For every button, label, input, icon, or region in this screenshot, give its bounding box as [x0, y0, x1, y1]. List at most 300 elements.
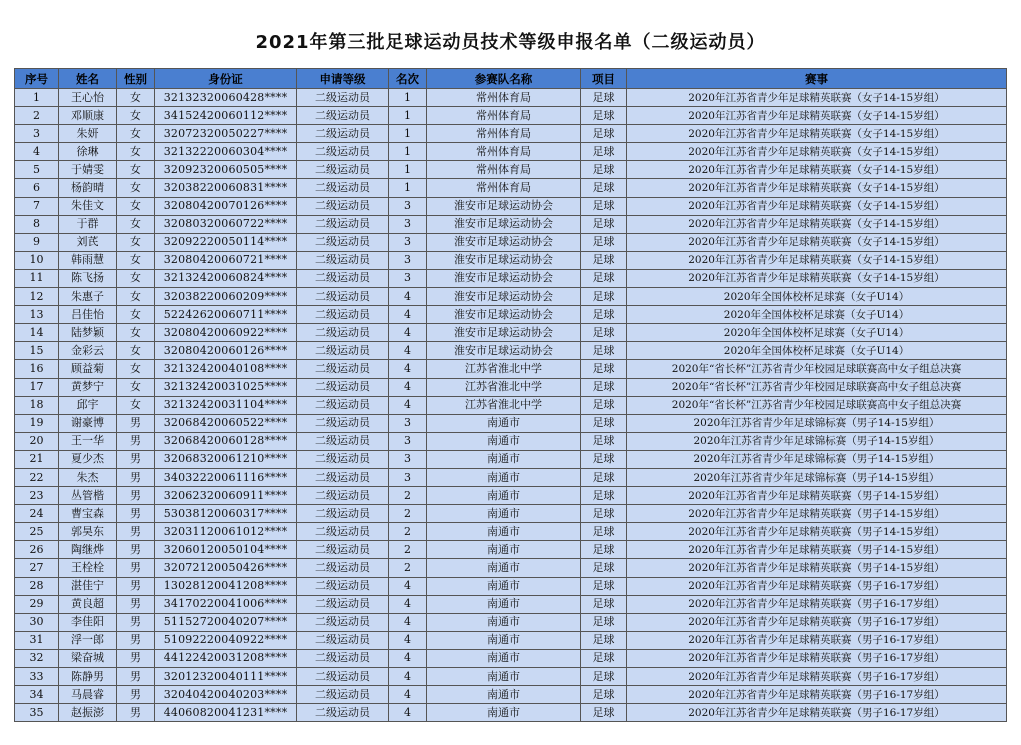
cell-rank: 1	[389, 161, 427, 179]
cell-rank: 4	[389, 306, 427, 324]
cell-event: 2020年江苏省青少年足球精英联赛（男子16-17岁组）	[627, 686, 1007, 704]
cell-gender: 男	[117, 523, 155, 541]
cell-sport: 足球	[581, 251, 627, 269]
cell-rank: 2	[389, 559, 427, 577]
cell-level: 二级运动员	[297, 143, 389, 161]
cell-index: 8	[15, 215, 59, 233]
cell-team: 南通市	[427, 450, 581, 468]
cell-name: 徐琳	[59, 143, 117, 161]
table-row	[15, 360, 1007, 378]
cell-gender: 女	[117, 197, 155, 215]
cell-level: 二级运动员	[297, 251, 389, 269]
cell-rank: 1	[389, 179, 427, 197]
cell-sport: 足球	[581, 432, 627, 450]
cell-event: 2020年江苏省青少年足球精英联赛（男子14-15岁组）	[627, 487, 1007, 505]
table-row	[15, 143, 1007, 161]
cell-name: 杨韵晴	[59, 179, 117, 197]
cell-gender: 男	[117, 595, 155, 613]
cell-sport: 足球	[581, 523, 627, 541]
cell-level: 二级运动员	[297, 649, 389, 667]
cell-index: 30	[15, 613, 59, 631]
cell-rank: 2	[389, 541, 427, 559]
cell-event: 2020年江苏省青少年足球精英联赛（女子14-15岁组）	[627, 125, 1007, 143]
cell-id-number: 32031120061012****	[155, 523, 297, 541]
cell-rank: 2	[389, 523, 427, 541]
cell-rank: 4	[389, 686, 427, 704]
cell-event: 2020年江苏省青少年足球精英联赛（男子16-17岁组）	[627, 668, 1007, 686]
table-row	[15, 487, 1007, 505]
cell-id-number: 32068420060522****	[155, 414, 297, 432]
cell-gender: 男	[117, 414, 155, 432]
cell-name: 金彩云	[59, 342, 117, 360]
cell-sport: 足球	[581, 704, 627, 722]
cell-team: 南通市	[427, 613, 581, 631]
table-row	[15, 631, 1007, 649]
cell-event: 2020年江苏省青少年足球精英联赛（女子14-15岁组）	[627, 89, 1007, 107]
cell-level: 二级运动员	[297, 269, 389, 287]
cell-gender: 女	[117, 378, 155, 396]
cell-index: 17	[15, 378, 59, 396]
cell-index: 4	[15, 143, 59, 161]
cell-sport: 足球	[581, 89, 627, 107]
cell-level: 二级运动员	[297, 161, 389, 179]
table-row	[15, 107, 1007, 125]
cell-event: 2020年“省长杯”江苏省青少年校园足球联赛高中女子组总决赛	[627, 378, 1007, 396]
cell-id-number: 51092220040922****	[155, 631, 297, 649]
cell-index: 29	[15, 595, 59, 613]
cell-name: 陆梦颖	[59, 324, 117, 342]
cell-id-number: 34170220041006****	[155, 595, 297, 613]
cell-team: 江苏省淮北中学	[427, 360, 581, 378]
cell-name: 梁奋城	[59, 649, 117, 667]
cell-id-number: 32132420060824****	[155, 269, 297, 287]
cell-level: 二级运动员	[297, 197, 389, 215]
cell-event: 2020年江苏省青少年足球精英联赛（女子14-15岁组）	[627, 269, 1007, 287]
cell-name: 于婧雯	[59, 161, 117, 179]
cell-sport: 足球	[581, 450, 627, 468]
cell-sport: 足球	[581, 125, 627, 143]
cell-rank: 4	[389, 378, 427, 396]
table-row	[15, 523, 1007, 541]
cell-team: 南通市	[427, 577, 581, 595]
cell-id-number: 32132420040108****	[155, 360, 297, 378]
cell-team: 南通市	[427, 505, 581, 523]
cell-rank: 4	[389, 342, 427, 360]
cell-level: 二级运动员	[297, 233, 389, 251]
cell-name: 黄梦宁	[59, 378, 117, 396]
cell-level: 二级运动员	[297, 324, 389, 342]
table-row	[15, 559, 1007, 577]
cell-team: 南通市	[427, 487, 581, 505]
cell-gender: 男	[117, 487, 155, 505]
table-row	[15, 577, 1007, 595]
cell-gender: 男	[117, 541, 155, 559]
cell-gender: 女	[117, 251, 155, 269]
cell-team: 南通市	[427, 414, 581, 432]
cell-rank: 2	[389, 487, 427, 505]
cell-gender: 女	[117, 324, 155, 342]
cell-id-number: 32092220050114****	[155, 233, 297, 251]
cell-sport: 足球	[581, 631, 627, 649]
cell-id-number: 32072120050426****	[155, 559, 297, 577]
cell-gender: 男	[117, 559, 155, 577]
cell-team: 江苏省淮北中学	[427, 396, 581, 414]
cell-index: 25	[15, 523, 59, 541]
cell-rank: 3	[389, 432, 427, 450]
cell-index: 11	[15, 269, 59, 287]
cell-gender: 男	[117, 704, 155, 722]
cell-sport: 足球	[581, 324, 627, 342]
cell-event: 2020年江苏省青少年足球精英联赛（男子14-15岁组）	[627, 541, 1007, 559]
table-row	[15, 378, 1007, 396]
cell-name: 陶继烨	[59, 541, 117, 559]
cell-team: 南通市	[427, 649, 581, 667]
cell-team: 南通市	[427, 468, 581, 486]
cell-id-number: 32080420070126****	[155, 197, 297, 215]
cell-gender: 男	[117, 468, 155, 486]
athlete-table	[14, 68, 1007, 722]
cell-team: 南通市	[427, 631, 581, 649]
cell-index: 34	[15, 686, 59, 704]
cell-index: 23	[15, 487, 59, 505]
cell-index: 32	[15, 649, 59, 667]
cell-name: 郭昊东	[59, 523, 117, 541]
table-row	[15, 668, 1007, 686]
cell-index: 16	[15, 360, 59, 378]
table-row	[15, 215, 1007, 233]
table-row	[15, 613, 1007, 631]
cell-level: 二级运动员	[297, 704, 389, 722]
cell-index: 15	[15, 342, 59, 360]
cell-sport: 足球	[581, 649, 627, 667]
cell-name: 曹宝森	[59, 505, 117, 523]
cell-name: 韩雨慧	[59, 251, 117, 269]
cell-gender: 女	[117, 161, 155, 179]
cell-rank: 2	[389, 505, 427, 523]
cell-team: 淮安市足球运动协会	[427, 324, 581, 342]
cell-level: 二级运动员	[297, 396, 389, 414]
cell-sport: 足球	[581, 559, 627, 577]
table-header-row	[15, 69, 1007, 89]
cell-team: 淮安市足球运动协会	[427, 306, 581, 324]
cell-sport: 足球	[581, 342, 627, 360]
cell-rank: 3	[389, 468, 427, 486]
cell-team: 南通市	[427, 523, 581, 541]
table-row	[15, 251, 1007, 269]
cell-rank: 3	[389, 450, 427, 468]
cell-level: 二级运动员	[297, 523, 389, 541]
table-row	[15, 704, 1007, 722]
cell-event: 2020年江苏省青少年足球精英联赛（男子16-17岁组）	[627, 631, 1007, 649]
cell-id-number: 32092320060505****	[155, 161, 297, 179]
cell-event: 2020年全国体校杯足球赛（女子U14）	[627, 324, 1007, 342]
cell-event: 2020年江苏省青少年足球锦标赛（男子14-15岁组）	[627, 414, 1007, 432]
cell-rank: 4	[389, 649, 427, 667]
cell-index: 3	[15, 125, 59, 143]
cell-team: 常州体育局	[427, 125, 581, 143]
cell-sport: 足球	[581, 197, 627, 215]
cell-index: 13	[15, 306, 59, 324]
cell-index: 9	[15, 233, 59, 251]
table-row	[15, 306, 1007, 324]
cell-gender: 男	[117, 631, 155, 649]
cell-team: 南通市	[427, 686, 581, 704]
cell-level: 二级运动员	[297, 215, 389, 233]
cell-sport: 足球	[581, 468, 627, 486]
cell-id-number: 32012320040111****	[155, 668, 297, 686]
cell-sport: 足球	[581, 613, 627, 631]
cell-level: 二级运动员	[297, 468, 389, 486]
cell-team: 南通市	[427, 704, 581, 722]
cell-id-number: 53038120060317****	[155, 505, 297, 523]
cell-id-number: 32080420060126****	[155, 342, 297, 360]
cell-event: 2020年江苏省青少年足球精英联赛（男子16-17岁组）	[627, 595, 1007, 613]
cell-rank: 4	[389, 360, 427, 378]
cell-team: 南通市	[427, 432, 581, 450]
cell-name: 黄良超	[59, 595, 117, 613]
cell-id-number: 44122420031208****	[155, 649, 297, 667]
header-level: 申请等级	[297, 69, 389, 89]
table-row	[15, 396, 1007, 414]
table-row	[15, 505, 1007, 523]
cell-index: 35	[15, 704, 59, 722]
cell-sport: 足球	[581, 487, 627, 505]
cell-name: 丛管楷	[59, 487, 117, 505]
cell-name: 刘芪	[59, 233, 117, 251]
cell-id-number: 44060820041231****	[155, 704, 297, 722]
cell-id-number: 13028120041208****	[155, 577, 297, 595]
cell-index: 10	[15, 251, 59, 269]
cell-event: 2020年全国体校杯足球赛（女子U14）	[627, 342, 1007, 360]
cell-id-number: 51152720040207****	[155, 613, 297, 631]
table-row	[15, 161, 1007, 179]
cell-index: 1	[15, 89, 59, 107]
cell-rank: 4	[389, 668, 427, 686]
cell-name: 朱杰	[59, 468, 117, 486]
cell-rank: 1	[389, 125, 427, 143]
cell-index: 14	[15, 324, 59, 342]
cell-name: 马晨睿	[59, 686, 117, 704]
cell-level: 二级运动员	[297, 631, 389, 649]
cell-index: 33	[15, 668, 59, 686]
cell-name: 朱佳文	[59, 197, 117, 215]
cell-id-number: 32132420031025****	[155, 378, 297, 396]
cell-level: 二级运动员	[297, 179, 389, 197]
header-name: 姓名	[59, 69, 117, 89]
cell-name: 李佳阳	[59, 613, 117, 631]
cell-gender: 女	[117, 143, 155, 161]
cell-name: 赵振澎	[59, 704, 117, 722]
cell-event: 2020年江苏省青少年足球精英联赛（女子14-15岁组）	[627, 107, 1007, 125]
cell-level: 二级运动员	[297, 125, 389, 143]
cell-sport: 足球	[581, 233, 627, 251]
cell-team: 南通市	[427, 559, 581, 577]
cell-team: 南通市	[427, 541, 581, 559]
cell-level: 二级运动员	[297, 577, 389, 595]
cell-name: 邱宇	[59, 396, 117, 414]
cell-index: 18	[15, 396, 59, 414]
cell-level: 二级运动员	[297, 414, 389, 432]
cell-gender: 女	[117, 215, 155, 233]
cell-event: 2020年江苏省青少年足球精英联赛（女子14-15岁组）	[627, 251, 1007, 269]
cell-level: 二级运动员	[297, 378, 389, 396]
cell-sport: 足球	[581, 396, 627, 414]
cell-gender: 女	[117, 306, 155, 324]
header-sport: 项目	[581, 69, 627, 89]
table-row	[15, 89, 1007, 107]
cell-event: 2020年江苏省青少年足球精英联赛（女子14-15岁组）	[627, 143, 1007, 161]
cell-rank: 3	[389, 251, 427, 269]
cell-rank: 4	[389, 577, 427, 595]
cell-id-number: 32132320060428****	[155, 89, 297, 107]
cell-sport: 足球	[581, 668, 627, 686]
cell-index: 7	[15, 197, 59, 215]
cell-rank: 3	[389, 414, 427, 432]
cell-id-number: 32062320060911****	[155, 487, 297, 505]
cell-id-number: 32132420031104****	[155, 396, 297, 414]
cell-team: 常州体育局	[427, 143, 581, 161]
cell-team: 淮安市足球运动协会	[427, 251, 581, 269]
cell-gender: 女	[117, 125, 155, 143]
cell-sport: 足球	[581, 360, 627, 378]
cell-id-number: 32080420060922****	[155, 324, 297, 342]
cell-index: 21	[15, 450, 59, 468]
cell-team: 常州体育局	[427, 179, 581, 197]
cell-sport: 足球	[581, 686, 627, 704]
cell-id-number: 34032220061116****	[155, 468, 297, 486]
cell-gender: 男	[117, 668, 155, 686]
cell-rank: 1	[389, 107, 427, 125]
cell-name: 谢豪博	[59, 414, 117, 432]
cell-gender: 男	[117, 577, 155, 595]
cell-level: 二级运动员	[297, 613, 389, 631]
cell-name: 朱妍	[59, 125, 117, 143]
cell-team: 常州体育局	[427, 161, 581, 179]
cell-sport: 足球	[581, 541, 627, 559]
cell-level: 二级运动员	[297, 450, 389, 468]
cell-sport: 足球	[581, 505, 627, 523]
cell-sport: 足球	[581, 306, 627, 324]
cell-gender: 女	[117, 396, 155, 414]
cell-event: 2020年江苏省青少年足球精英联赛（女子14-15岁组）	[627, 215, 1007, 233]
cell-gender: 男	[117, 649, 155, 667]
cell-team: 南通市	[427, 668, 581, 686]
cell-event: 2020年江苏省青少年足球精英联赛（男子14-15岁组）	[627, 505, 1007, 523]
cell-id-number: 32038220060831****	[155, 179, 297, 197]
cell-event: 2020年江苏省青少年足球精英联赛（男子14-15岁组）	[627, 523, 1007, 541]
cell-sport: 足球	[581, 143, 627, 161]
cell-level: 二级运动员	[297, 89, 389, 107]
table-row	[15, 686, 1007, 704]
cell-team: 淮安市足球运动协会	[427, 233, 581, 251]
cell-sport: 足球	[581, 577, 627, 595]
table-row	[15, 233, 1007, 251]
cell-level: 二级运动员	[297, 686, 389, 704]
cell-event: 2020年江苏省青少年足球精英联赛（女子14-15岁组）	[627, 233, 1007, 251]
cell-team: 常州体育局	[427, 89, 581, 107]
table-row	[15, 197, 1007, 215]
header-index: 序号	[15, 69, 59, 89]
cell-sport: 足球	[581, 215, 627, 233]
cell-gender: 男	[117, 505, 155, 523]
cell-name: 邓顺康	[59, 107, 117, 125]
table-row	[15, 324, 1007, 342]
table-row	[15, 269, 1007, 287]
cell-team: 淮安市足球运动协会	[427, 215, 581, 233]
cell-level: 二级运动员	[297, 487, 389, 505]
cell-event: 2020年江苏省青少年足球锦标赛（男子14-15岁组）	[627, 450, 1007, 468]
cell-sport: 足球	[581, 269, 627, 287]
table-row	[15, 649, 1007, 667]
cell-index: 31	[15, 631, 59, 649]
cell-name: 王心怡	[59, 89, 117, 107]
cell-index: 27	[15, 559, 59, 577]
table-row	[15, 288, 1007, 306]
cell-index: 19	[15, 414, 59, 432]
cell-event: 2020年江苏省青少年足球精英联赛（女子14-15岁组）	[627, 161, 1007, 179]
cell-id-number: 32068320061210****	[155, 450, 297, 468]
table-row	[15, 342, 1007, 360]
cell-level: 二级运动员	[297, 668, 389, 686]
cell-team: 江苏省淮北中学	[427, 378, 581, 396]
cell-name: 夏少杰	[59, 450, 117, 468]
cell-id-number: 34152420060112****	[155, 107, 297, 125]
cell-gender: 男	[117, 432, 155, 450]
table-row	[15, 595, 1007, 613]
cell-level: 二级运动员	[297, 288, 389, 306]
cell-index: 6	[15, 179, 59, 197]
cell-event: 2020年江苏省青少年足球精英联赛（男子16-17岁组）	[627, 577, 1007, 595]
cell-sport: 足球	[581, 288, 627, 306]
cell-name: 浮一郎	[59, 631, 117, 649]
cell-gender: 女	[117, 179, 155, 197]
cell-index: 5	[15, 161, 59, 179]
cell-gender: 女	[117, 107, 155, 125]
header-id-number: 身份证	[155, 69, 297, 89]
cell-event: 2020年江苏省青少年足球精英联赛（男子16-17岁组）	[627, 613, 1007, 631]
cell-index: 24	[15, 505, 59, 523]
cell-rank: 3	[389, 215, 427, 233]
cell-index: 26	[15, 541, 59, 559]
cell-team: 淮安市足球运动协会	[427, 288, 581, 306]
cell-gender: 女	[117, 269, 155, 287]
cell-rank: 1	[389, 143, 427, 161]
cell-name: 陈飞扬	[59, 269, 117, 287]
cell-rank: 3	[389, 233, 427, 251]
cell-id-number: 32038220060209****	[155, 288, 297, 306]
cell-event: 2020年江苏省青少年足球锦标赛（男子14-15岁组）	[627, 432, 1007, 450]
cell-name: 湛佳宁	[59, 577, 117, 595]
cell-rank: 3	[389, 197, 427, 215]
cell-index: 2	[15, 107, 59, 125]
cell-event: 2020年江苏省青少年足球锦标赛（男子14-15岁组）	[627, 468, 1007, 486]
cell-sport: 足球	[581, 378, 627, 396]
cell-index: 22	[15, 468, 59, 486]
cell-event: 2020年全国体校杯足球赛（女子U14）	[627, 306, 1007, 324]
cell-id-number: 32072320050227****	[155, 125, 297, 143]
cell-rank: 1	[389, 89, 427, 107]
cell-name: 吕佳怡	[59, 306, 117, 324]
cell-id-number: 32068420060128****	[155, 432, 297, 450]
cell-rank: 3	[389, 269, 427, 287]
cell-rank: 4	[389, 704, 427, 722]
header-team: 参赛队名称	[427, 69, 581, 89]
header-rank: 名次	[389, 69, 427, 89]
cell-team: 淮安市足球运动协会	[427, 197, 581, 215]
cell-level: 二级运动员	[297, 595, 389, 613]
table-row	[15, 432, 1007, 450]
cell-name: 朱惠子	[59, 288, 117, 306]
